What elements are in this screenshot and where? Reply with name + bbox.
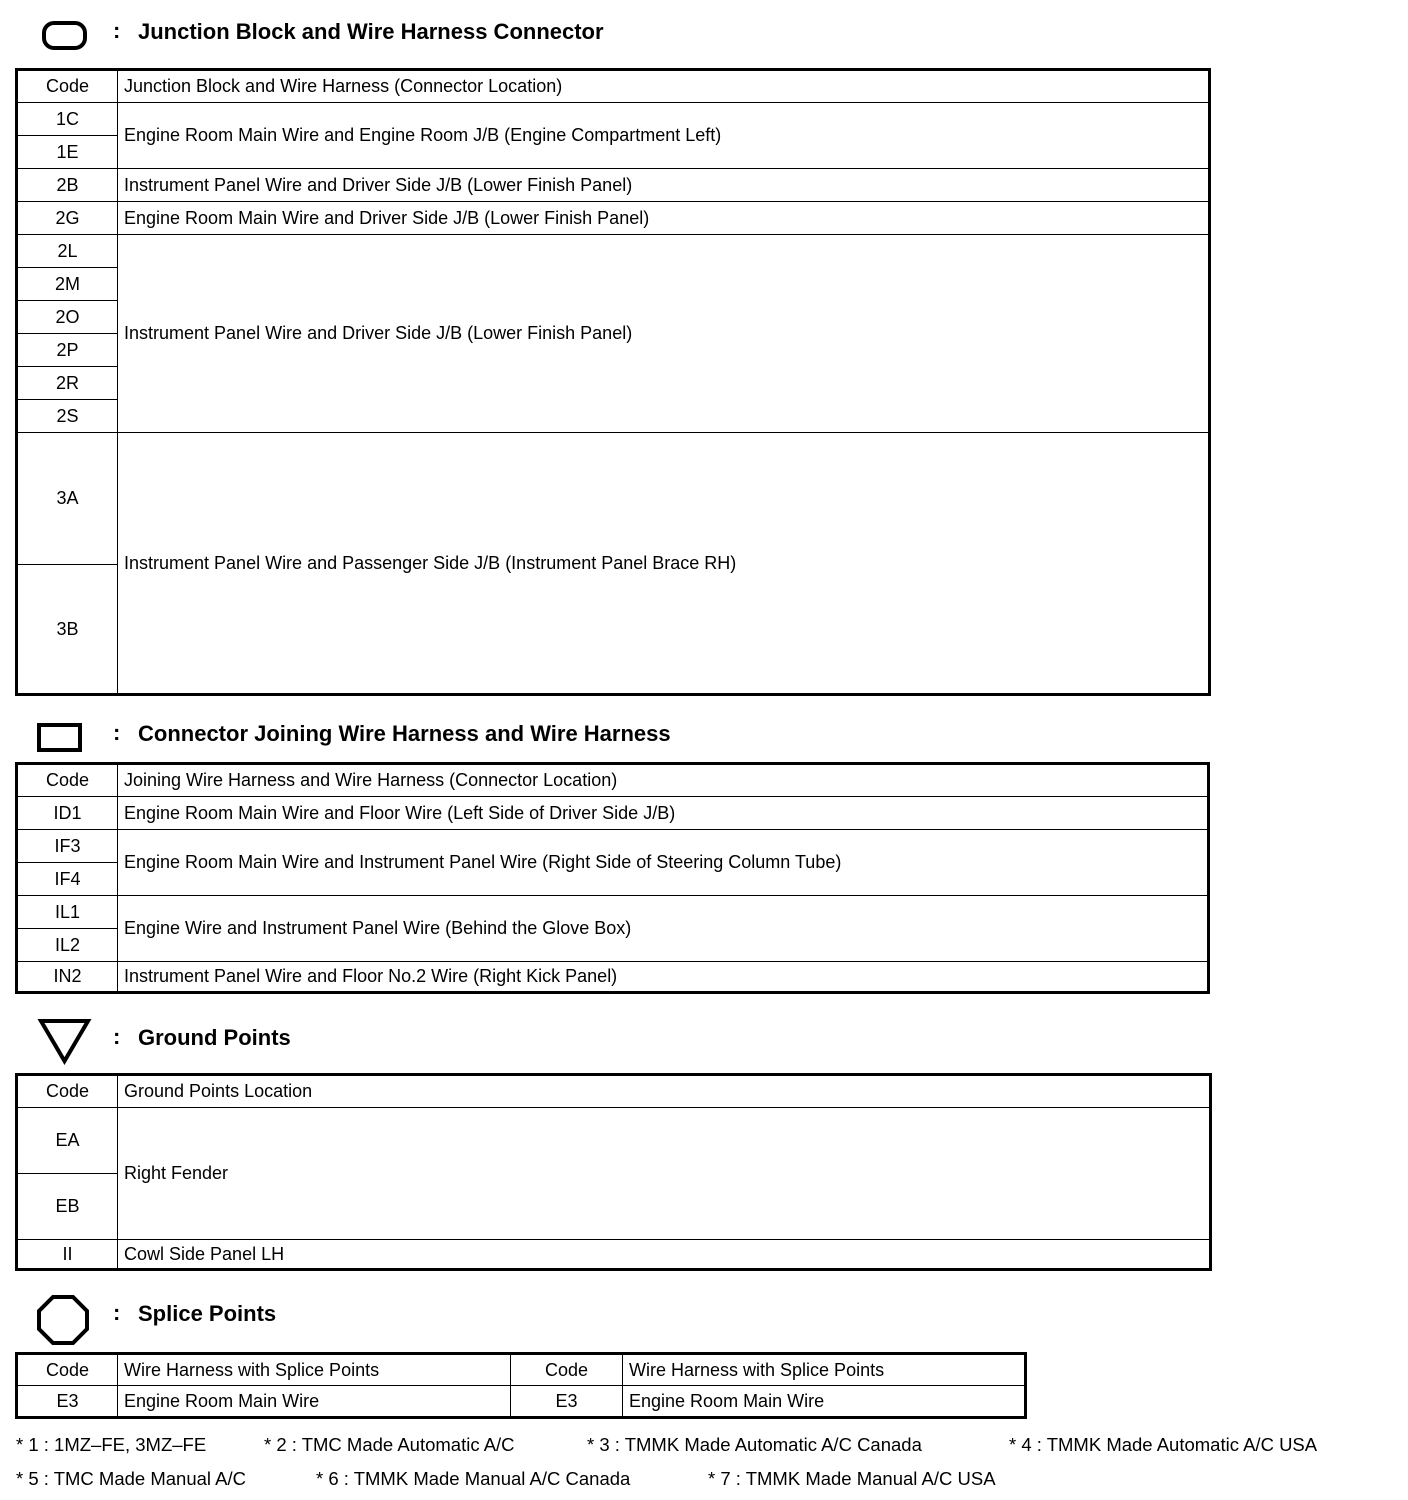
code-cell: 2O	[17, 301, 118, 334]
wire-harness-cell: Engine Room Main Wire	[118, 1386, 511, 1418]
joining-colon: :	[113, 720, 121, 745]
rounded-rectangle-symbol-icon	[42, 21, 88, 56]
header-description: Wire Harness with Splice Points	[623, 1354, 1026, 1386]
footnote: * 4 : TMMK Made Automatic A/C USA	[1009, 1434, 1318, 1455]
junction-table	[15, 68, 1211, 696]
table-header-row	[17, 1354, 1026, 1386]
location-cell: Instrument Panel Wire and Driver Side J/B (Lower Finish Panel)	[118, 235, 1210, 433]
footnote: * 1 : 1MZ–FE, 3MZ–FE	[16, 1434, 207, 1455]
code-cell: IF4	[17, 863, 118, 896]
footnote: * 3 : TMMK Made Automatic A/C Canada	[587, 1434, 922, 1455]
location-cell: Engine Room Main Wire and Instrument Panel Wire (Right Side of Steering Column Tube)	[118, 830, 1209, 896]
header-description: Wire Harness with Splice Points	[118, 1354, 511, 1386]
footnote: * 5 : TMC Made Manual A/C	[16, 1468, 246, 1489]
header-code: Code	[17, 70, 118, 103]
location-cell: Engine Wire and Instrument Panel Wire (Behind the Glove Box)	[118, 896, 1209, 962]
code-cell: 3B	[17, 565, 118, 695]
location-cell: Engine Room Main Wire and Floor Wire (Left Side of Driver Side J/B)	[118, 797, 1209, 830]
code-cell: IF3	[17, 830, 118, 863]
code-cell: 2B	[17, 169, 118, 202]
code-cell: 2P	[17, 334, 118, 367]
code-cell: IN2	[17, 962, 118, 993]
table-row	[17, 202, 1210, 235]
code-cell: ID1	[17, 797, 118, 830]
footnote: * 2 : TMC Made Automatic A/C	[264, 1434, 515, 1455]
table-row	[17, 830, 1209, 863]
code-cell: 2G	[17, 202, 118, 235]
location-cell: Instrument Panel Wire and Floor No.2 Wire (Right Kick Panel)	[118, 962, 1209, 993]
code-cell: IL1	[17, 896, 118, 929]
header-code: Code	[17, 1354, 118, 1386]
code-cell: 2R	[17, 367, 118, 400]
code-cell: II	[17, 1240, 118, 1270]
wire-harness-cell: Engine Room Main Wire	[623, 1386, 1026, 1418]
footnote: * 6 : TMMK Made Manual A/C Canada	[316, 1468, 631, 1489]
code-cell: 1C	[17, 103, 118, 136]
footnote: * 7 : TMMK Made Manual A/C USA	[708, 1468, 996, 1489]
location-cell: Engine Room Main Wire and Engine Room J/B (Engine Compartment Left)	[118, 103, 1210, 169]
table-header-row	[17, 1075, 1211, 1108]
header-code: Code	[511, 1354, 623, 1386]
code-cell: 2S	[17, 400, 118, 433]
code-cell: E3	[511, 1386, 623, 1418]
code-cell: EB	[17, 1174, 118, 1240]
splice-colon: :	[113, 1300, 121, 1325]
splice-title: Splice Points	[138, 1301, 277, 1326]
header-description: Joining Wire Harness and Wire Harness (Connector Location)	[118, 764, 1209, 797]
header-description: Ground Points Location	[118, 1075, 1211, 1108]
location-cell: Right Fender	[118, 1108, 1211, 1240]
table-row	[17, 433, 1210, 565]
header-code: Code	[17, 1075, 118, 1108]
junction-title: Junction Block and Wire Harness Connector	[138, 19, 604, 44]
table-header-row	[17, 70, 1210, 103]
table-row	[17, 797, 1209, 830]
ground-colon: :	[113, 1024, 121, 1049]
table-row	[17, 1108, 1211, 1174]
splice-octagon-icon	[36, 1294, 90, 1351]
table-row	[17, 962, 1209, 993]
joining-table	[15, 762, 1210, 994]
junction-colon: :	[113, 18, 121, 43]
rectangle-symbol-icon	[37, 723, 83, 758]
splice-table	[15, 1352, 1027, 1419]
code-cell: EA	[17, 1108, 118, 1174]
joining-title: Connector Joining Wire Harness and Wire Harness	[138, 721, 671, 746]
ground-title: Ground Points	[138, 1025, 291, 1050]
table-header-row	[17, 764, 1209, 797]
table-row	[17, 169, 1210, 202]
table-row	[17, 1386, 1026, 1418]
code-cell: 3A	[17, 433, 118, 565]
code-cell: 1E	[17, 136, 118, 169]
table-row	[17, 896, 1209, 929]
code-cell: IL2	[17, 929, 118, 962]
location-cell: Instrument Panel Wire and Passenger Side J/B (Instrument Panel Brace RH)	[118, 433, 1210, 695]
code-cell: E3	[17, 1386, 118, 1418]
table-row	[17, 103, 1210, 136]
location-cell: Cowl Side Panel LH	[118, 1240, 1211, 1270]
header-description: Junction Block and Wire Harness (Connector Location)	[118, 70, 1210, 103]
ground-triangle-icon	[37, 1018, 93, 1071]
location-cell: Instrument Panel Wire and Driver Side J/B (Lower Finish Panel)	[118, 169, 1210, 202]
ground-table	[15, 1073, 1212, 1271]
table-row	[17, 1240, 1211, 1270]
code-cell: 2M	[17, 268, 118, 301]
code-cell: 2L	[17, 235, 118, 268]
header-code: Code	[17, 764, 118, 797]
table-row	[17, 235, 1210, 268]
location-cell: Engine Room Main Wire and Driver Side J/B (Lower Finish Panel)	[118, 202, 1210, 235]
